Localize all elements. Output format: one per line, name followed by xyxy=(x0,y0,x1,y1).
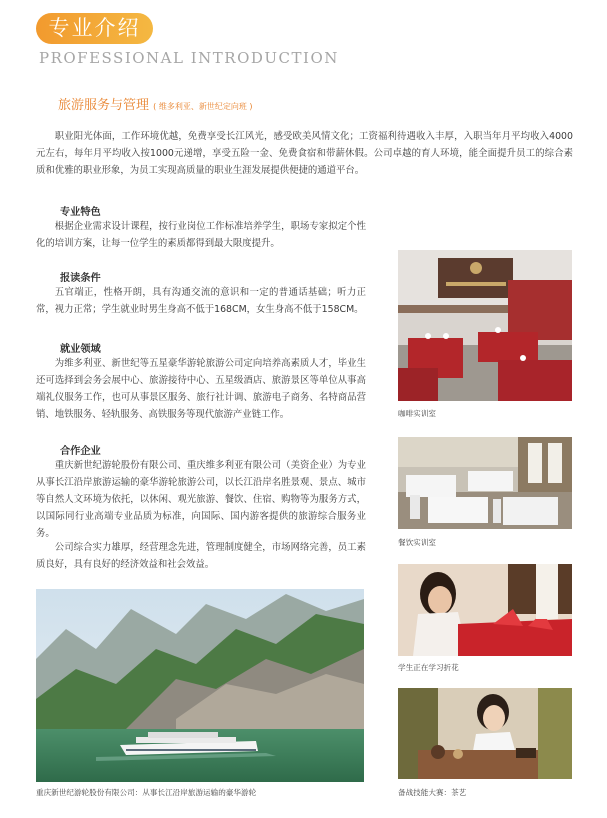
cruise-caption: 重庆新世纪游轮股份有限公司：从事长江沿岸旅游运输的豪华游轮 xyxy=(36,788,257,797)
tea-art-photo xyxy=(398,688,572,779)
coffee-room-caption: 咖啡实训室 xyxy=(398,409,436,418)
napkin-folding-photo xyxy=(398,564,572,656)
dining-room-caption: 餐饮实训室 xyxy=(398,538,436,547)
dining-room-photo xyxy=(398,437,572,529)
employment-heading: 就业领域 xyxy=(60,344,101,355)
features-text: 根据企业需求设计课程，按行业岗位工作标准培养学生，职场专家拟定个性化的培训方案，让每一位学生的素质都得到最大限度提升。 xyxy=(36,221,366,249)
partners-text: 重庆新世纪游轮股份有限公司、重庆维多利亚有限公司（美资企业）为专业从事长江沿岸旅游运输的豪华游轮旅游公司，以长江沿岸名胜景观、景点、城市等自然人文环境为依托，以休闲、观光旅游、餐饮、住宿、购物等为服务方式，以国际同行业高端专业品质为标准，向国际、国内游客提供的旅游综合服务业务。 xyxy=(36,460,366,539)
partners-text-2: 公司综合实力雄厚，经营理念先进，管理制度健全，市场网络完善，员工素质良好，具有良好的经济效益和社会效益。 xyxy=(36,542,366,570)
coffee-room-photo xyxy=(398,250,572,401)
cruise-photo xyxy=(36,589,364,782)
tea-art-caption: 备战技能大赛：茶艺 xyxy=(398,788,467,797)
napkin-folding-caption: 学生正在学习折花 xyxy=(398,663,459,672)
coffee-room-illustration xyxy=(398,250,572,401)
major-title-note: ( 维多利亚、新世纪定向班 ) xyxy=(153,102,253,111)
napkin-folding-illustration xyxy=(398,564,572,656)
dining-room-illustration xyxy=(398,437,572,529)
english-subtitle: PROFESSIONAL INTRODUCTION xyxy=(39,49,339,67)
cruise-illustration xyxy=(36,589,364,782)
employment-text: 为维多利亚、新世纪等五星豪华游轮旅游公司定向培养高素质人才，毕业生还可选择到会务会展中心、旅游接待中心、五星级酒店、旅游景区等单位从事高端礼仪服务工作，也可从事景区服务、旅行社计调、旅游电子商务、名特商品营销、地铁服务、轻轨服务、高铁服务等现代旅游产业链工作。 xyxy=(36,358,366,420)
intro-paragraph: 职业阳光体面，工作环境优越，免费享受长江风光，感受欧美风情文化；工资福利待遇收入丰厚，入职当年月平均收入4000元左右，每年月平均收入按1000元递增，享受五险一金、免费食宿和带薪休假。公司卓越的育人环境，能全面提升员工的综合素质和优雅的职业形象，为员工实现高质量的职业生涯发展提供便捷的通道平台。 xyxy=(36,131,573,176)
features-heading: 专业特色 xyxy=(60,207,101,218)
partners-heading: 合作企业 xyxy=(60,446,101,457)
section-badge: 专业介绍 xyxy=(36,13,153,44)
requirements-heading: 报读条件 xyxy=(60,273,101,284)
major-title xyxy=(58,94,252,113)
requirements-text: 五官端正，性格开朗，具有沟通交流的意识和一定的普通话基础；听力正常，视力正常；学生就业时男生身高不低于168CM，女生身高不低于158CM。 xyxy=(36,287,366,315)
major-title-text: 旅游服务与管理 xyxy=(58,98,150,113)
tea-art-illustration xyxy=(398,688,572,779)
